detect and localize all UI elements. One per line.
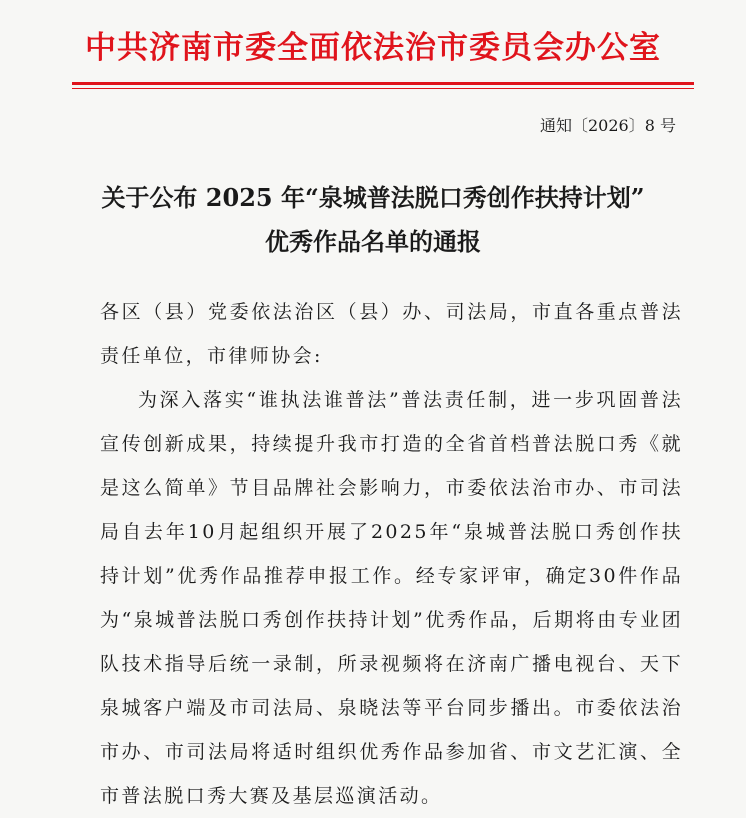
document-title-line-2: 优秀作品名单的通报 bbox=[265, 227, 481, 256]
letterhead-red-rule-thin bbox=[72, 88, 694, 89]
document-body bbox=[100, 290, 683, 818]
document-title bbox=[0, 176, 746, 264]
body-paragraph: 为深入落实“谁执法谁普法”普法责任制，进一步巩固普法宣传创新成果，持续提升我市打造的全省首档普法脱口秀《就是这么简单》节目品牌社会影响力，市委依法治市办、市司法局自去年10月起组织开展了2025年“泉城普法脱口秀创作扶持计划”优秀作品推荐申报工作。经专家评审，确定30件作品为“泉城普法脱口秀创作扶持计划”优秀作品，后期将由专业团队技术指导后统一录制，所录视频将在济南广播电视台、天下泉城客户端及市司法局、泉晓法等平台同步播出。市委依法治市办、市司法局将适时组织优秀作品参加省、市文艺汇演、全市普法脱口秀大赛及基层巡演活动。 bbox=[100, 389, 683, 807]
letterhead-red-rule bbox=[72, 82, 694, 85]
letterhead-title: 中共济南市委全面依法治市委员会办公室 bbox=[85, 30, 661, 66]
document-number: 通知〔2026〕8 号 bbox=[540, 116, 676, 135]
salutation: 各区（县）党委依法治区（县）办、司法局，市直各重点普法责任单位，市律师协会: bbox=[100, 301, 683, 367]
document-title-line-1: 关于公布 2025 年“泉城普法脱口秀创作扶持计划” bbox=[101, 183, 645, 212]
